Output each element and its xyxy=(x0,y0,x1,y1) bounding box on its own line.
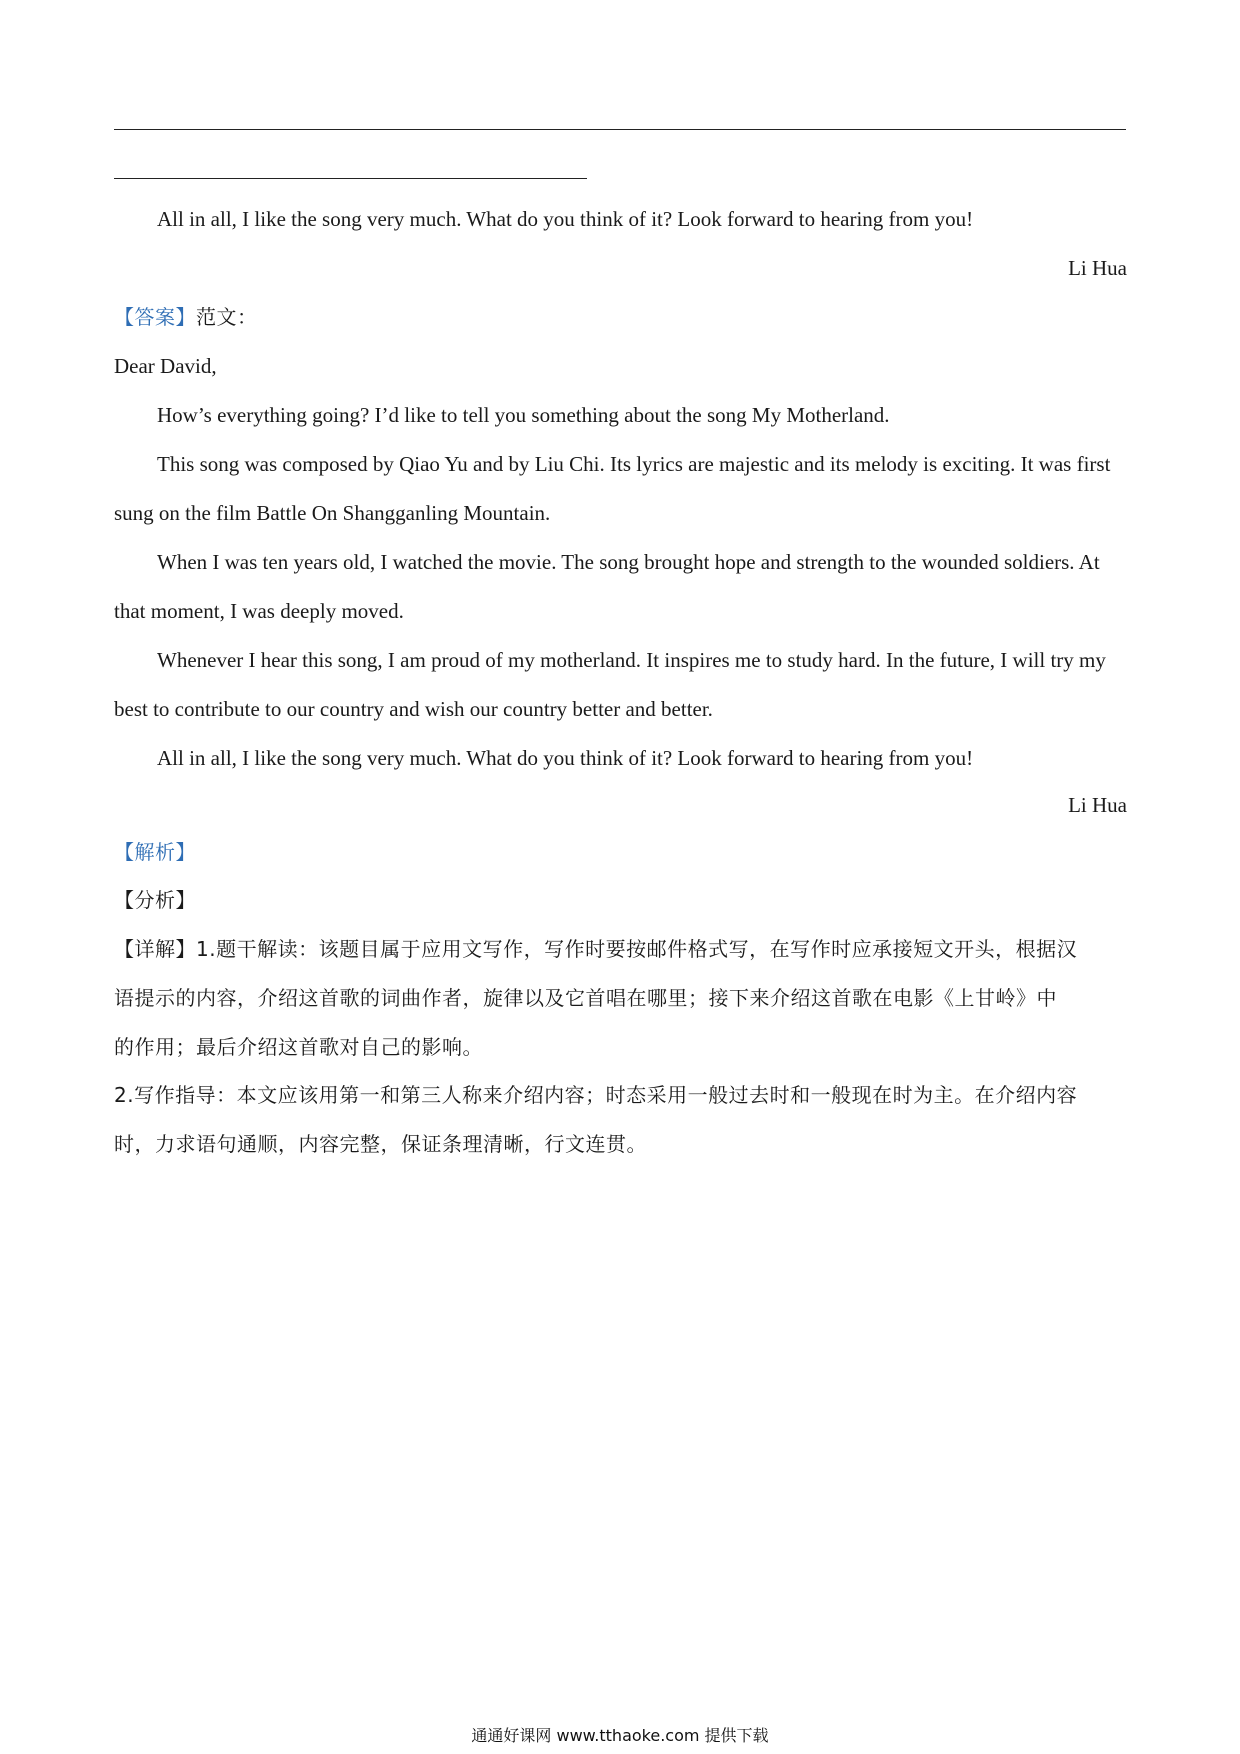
detail-tag: 【详解】 xyxy=(114,937,196,961)
fenxi-heading: 【分析】 xyxy=(114,888,196,912)
signature: Li Hua xyxy=(1068,793,1127,817)
page-footer: 通通好课网 www.tthaoke.com 提供下载 xyxy=(471,1726,769,1745)
detail-line-3: 的作用；最后介绍这首歌对自己的影响。 xyxy=(114,1035,483,1059)
paragraph-4-line-2: best to contribute to our country and wish our country better and better. xyxy=(114,697,713,721)
paragraph-3-line-2: that moment, I was deeply moved. xyxy=(114,599,404,623)
answer-heading xyxy=(114,303,258,331)
paragraph-1: How’s everything going? I’d like to tell you something about the song My Motherland. xyxy=(157,403,890,427)
prior-closing-line: All in all, I like the song very much. What do you think of it? Look forward to hearing from you! xyxy=(157,207,974,231)
guide-line-2: 时，力求语句通顺，内容完整，保证条理清晰，行文连贯。 xyxy=(114,1132,647,1156)
detail-text-1: 1.题干解读：该题目属于应用文写作，写作时要按邮件格式写，在写作时应承接短文开头，根据汉 xyxy=(196,937,1078,961)
paragraph-5: All in all, I like the song very much. What do you think of it? Look forward to hearing from you! xyxy=(157,746,974,770)
paragraph-2-line-2: sung on the film Battle On Shangganling Mountain. xyxy=(114,501,551,525)
detail-line-1 xyxy=(114,935,1077,963)
answer-blank-line-2 xyxy=(114,178,587,179)
answer-label: 范文： xyxy=(196,305,258,329)
salutation: Dear David, xyxy=(114,354,217,378)
detail-line-2: 语提示的内容，介绍这首歌的词曲作者，旋律以及它首唱在哪里；接下来介绍这首歌在电影《上甘岭》中 xyxy=(114,986,1057,1010)
answer-blank-line-1 xyxy=(114,129,1126,130)
paragraph-3-line-1: When I was ten years old, I watched the movie. The song brought hope and strength to the wounded soldiers. At xyxy=(157,550,1100,574)
paragraph-2-line-1: This song was composed by Qiao Yu and by Liu Chi. Its lyrics are majestic and its melody is exciting. It was first xyxy=(157,452,1111,476)
analysis-tag: 【解析】 xyxy=(114,840,196,864)
paragraph-4-line-1: Whenever I hear this song, I am proud of my motherland. It inspires me to study hard. In the future, I will try my xyxy=(157,648,1106,672)
guide-line-1: 2.写作指导：本文应该用第一和第三人称来介绍内容；时态采用一般过去时和一般现在时为主。在介绍内容 xyxy=(114,1083,1078,1107)
answer-tag: 【答案】 xyxy=(114,305,196,329)
prior-signature: Li Hua xyxy=(1068,256,1127,280)
